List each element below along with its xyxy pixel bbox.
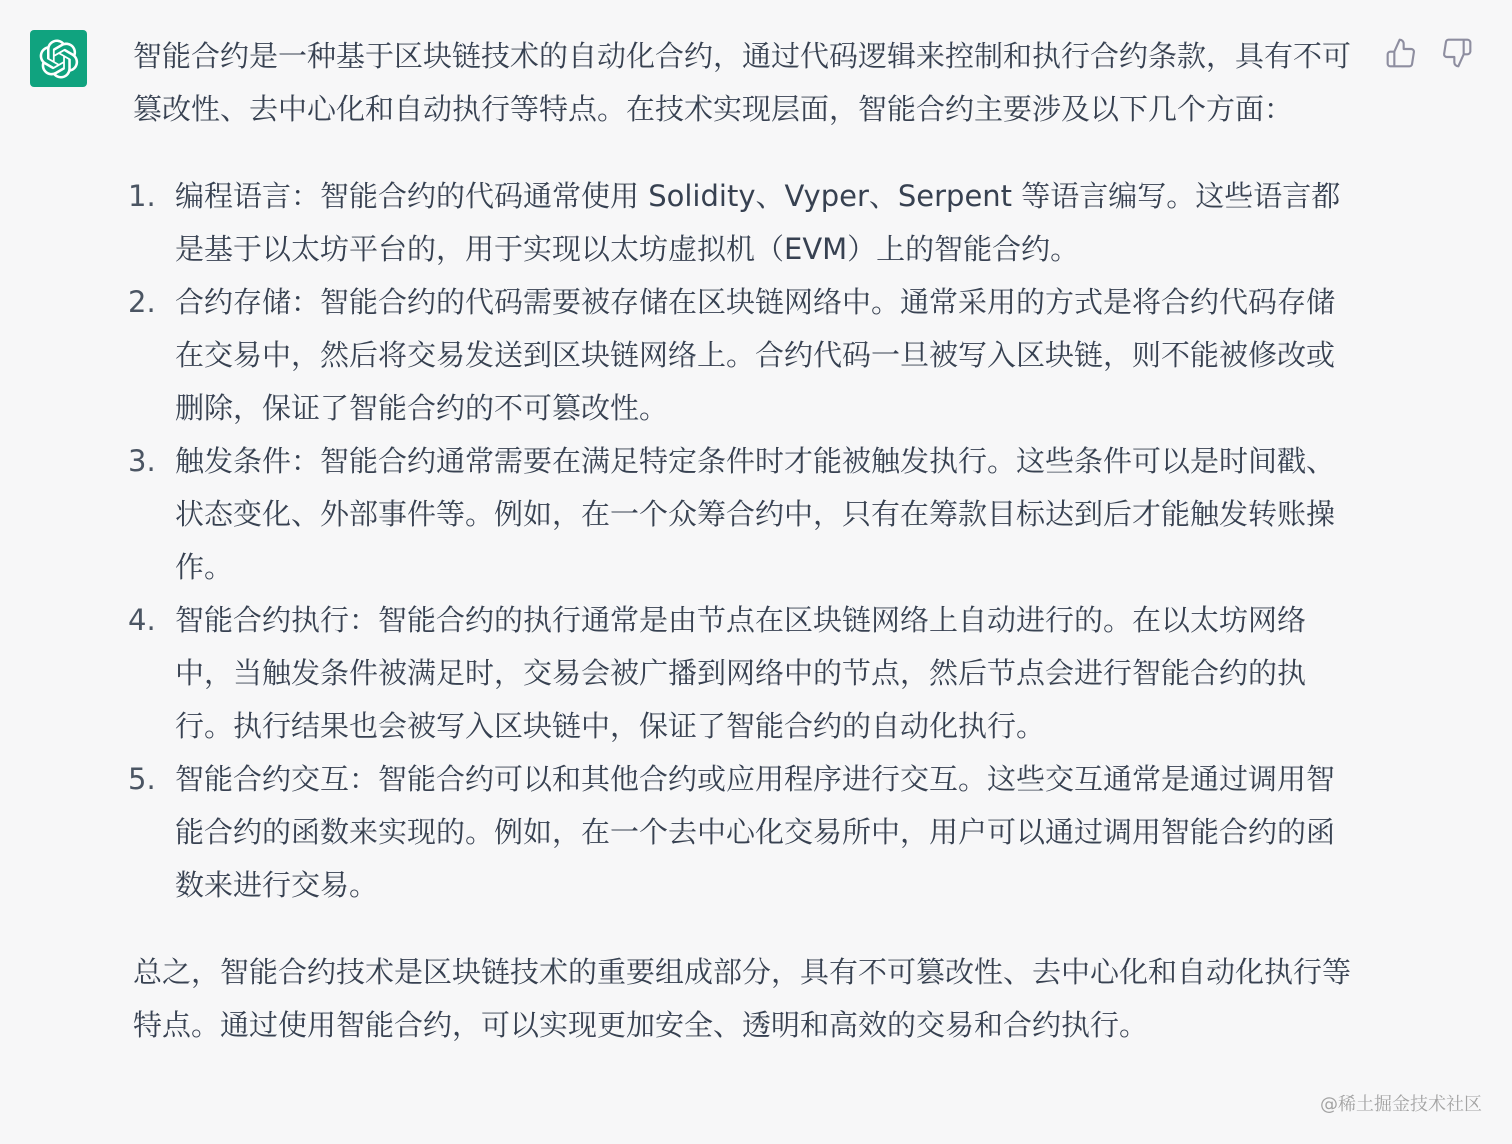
list-item	[128, 170, 1355, 276]
list-item	[128, 435, 1355, 594]
list-item-text: 智能合约执行：智能合约的执行通常是由节点在区块链网络上自动进行的。在以太坊网络中，当触发条件被满足时，交易会被广播到网络中的节点，然后节点会进行智能合约的执行。执行结果也会被写入区块链中，保证了智能合约的自动化执行。	[175, 603, 1307, 743]
list-number: 5.	[128, 762, 156, 796]
watermark: @稀土掘金技术社区	[1320, 1094, 1482, 1115]
thumbs-up-button[interactable]	[1384, 36, 1418, 70]
thumbs-down-icon	[1441, 37, 1473, 69]
list-number: 2.	[128, 285, 156, 319]
openai-logo-icon	[39, 39, 79, 79]
assistant-message	[128, 30, 1358, 1052]
list-item-text: 触发条件：智能合约通常需要在满足特定条件时才能被触发执行。这些条件可以是时间戳、状态变化、外部事件等。例如，在一个众筹合约中，只有在筹款目标达到后才能触发转账操作。	[175, 444, 1336, 584]
feedback-actions	[1384, 36, 1474, 70]
list-item-text: 合约存储：智能合约的代码需要被存储在区块链网络中。通常采用的方式是将合约代码存储在交易中，然后将交易发送到区块链网络上。合约代码一旦被写入区块链，则不能被修改或删除，保证了智能合约的不可篡改性。	[175, 285, 1336, 425]
thumbs-up-icon	[1385, 37, 1417, 69]
assistant-avatar	[30, 30, 87, 87]
list-number: 4.	[128, 603, 156, 637]
list-item	[128, 276, 1355, 435]
list-item-text: 编程语言：智能合约的代码通常使用 Solidity、Vyper、Serpent 等语言编写。这些语言都是基于以太坊平台的，用于实现以太坊虚拟机（EVM）上的智能合约。	[175, 179, 1341, 266]
list-item-text: 智能合约交互：智能合约可以和其他合约或应用程序进行交互。这些交互通常是通过调用智能合约的函数来实现的。例如，在一个去中心化交易所中，用户可以通过调用智能合约的函数来进行交易。	[175, 762, 1336, 902]
list-item	[128, 594, 1355, 753]
list-item	[128, 753, 1355, 912]
intro-paragraph: 智能合约是一种基于区块链技术的自动化合约，通过代码逻辑来控制和执行合约条款，具有不可篡改性、去中心化和自动执行等特点。在技术实现层面，智能合约主要涉及以下几个方面：	[133, 39, 1352, 126]
list-number: 1.	[128, 179, 156, 213]
points-list	[128, 170, 1358, 912]
list-number: 3.	[128, 444, 156, 478]
conclusion-paragraph: 总之，智能合约技术是区块链技术的重要组成部分，具有不可篡改性、去中心化和自动化执行等特点。通过使用智能合约，可以实现更加安全、透明和高效的交易和合约执行。	[133, 955, 1352, 1042]
thumbs-down-button[interactable]	[1440, 36, 1474, 70]
